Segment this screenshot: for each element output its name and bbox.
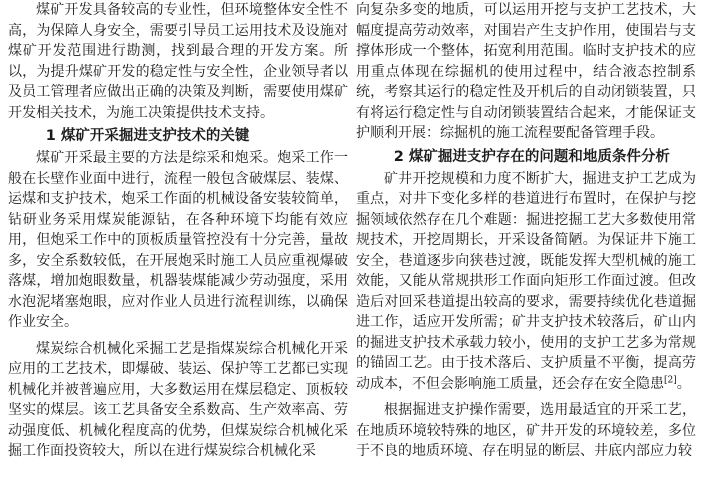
left-paragraph-1: 煤矿开发具备较高的专业性，但环境整体安全性不高，为保障人身安全，需要引导员工运用技术及设施对煤矿开发范围进行勘测，找到最合理的开发方案。所以，为提升煤矿开发的稳定性与安全性，企业领导者以及员工管理者应做出正确的决策及判断，需要使用煤矿开发相关技术，为施工决策提供技术支持。 xyxy=(8,2,348,121)
citation-ref: [2] xyxy=(664,374,677,385)
right-paragraph-3: 根据掘进支护操作需要，选用最适宜的开采工艺，在地质环境较特殊的地区，矿井开发的环境较差，多位于不良的地质环境、存在明显的断层、井底内部应力较 xyxy=(356,402,696,459)
section-heading-2: 2 煤矿掘进支护存在的问题和地质条件分析 xyxy=(393,148,670,165)
right-paragraph-2-text: 矿井开挖规模和力度不断扩大，掘进支护工艺成为重点，对井下变化多样的巷道进行布置时，在保护与挖掘领域依然存在几个难题：掘进挖掘工艺大多数使用常规技术，开挖周期长，开采设备简陋。为保证井下施工安全，巷道逐步向狭巷过渡，既能发挥大型机械的施工效能，又能从常规拱形工作面向矩形工作面过渡。但改造后对回采巷道提出较高的要求，需要持续优化巷道掘进工作，适应开发所需；矿井支护技术较落后，矿山内的掘进支护技术承载力较小，使用的支护工艺多为常规的锚固工艺。由于技术落后、支护质量不平衡，提高劳动成本，不但会影响施工质量，还会存在安全隐患 xyxy=(356,170,696,392)
section-heading-1: 1 煤矿开采掘进支护技术的关键 xyxy=(45,128,250,144)
left-column xyxy=(8,0,348,462)
right-paragraph-2-end: 。 xyxy=(676,375,691,392)
right-paragraph-1: 向复杂多变的地质，可以运用开挖与支护工艺技术，大幅度提高劳动效率，对围岩产生支护作用，使围岩与支撑体形成一个整体，拓宽利用范围。临时支护技术的应用重点体现在综掘机的使用过程中，结合液态控制系统，考察其运行的稳定性及开机后的自动闭锁装置，只有将运行稳定性与自动闭锁装置结合起来，才能保证支护顺利开展：综掘机的施工流程要配备管理手段。 xyxy=(356,2,696,141)
left-paragraph-2: 煤矿开采最主要的方法是综采和炮采。炮采工作一般在长壁作业面中进行，流程一般包含破煤层、装煤、运煤和支护技术，炮采工作面的机械设备安装较简单，钻研业务采用煤炭能源钻，在各种环境下均能有效应用，但炮采工作中的顶板质量管控没有十分完善，量故多，安全系数较低，在开展炮采时施工人员应重视爆破落煤，增加炮眼数量，机器装煤能减少劳动强度，采用水泡泥堵塞炮眼，应对作业人员进行流程训练，以确保作业安全。 xyxy=(8,150,348,330)
left-paragraph-3: 煤炭综合机械化采掘工艺是指煤炭综合机械化开采应用的工艺技术，即爆破、装运、保护等工艺都已实现机械化并被普遍应用，大多数运用在煤层稳定、顶板较坚实的煤层。该工艺具备安全系数高、生产效率高、劳动强度低、机械化程度高的优势，但煤炭综合机械化采掘工作面投资较大，所以在进行煤炭综合机械化采 xyxy=(8,340,348,459)
right-paragraph-2 xyxy=(356,169,696,395)
right-column xyxy=(356,0,696,462)
